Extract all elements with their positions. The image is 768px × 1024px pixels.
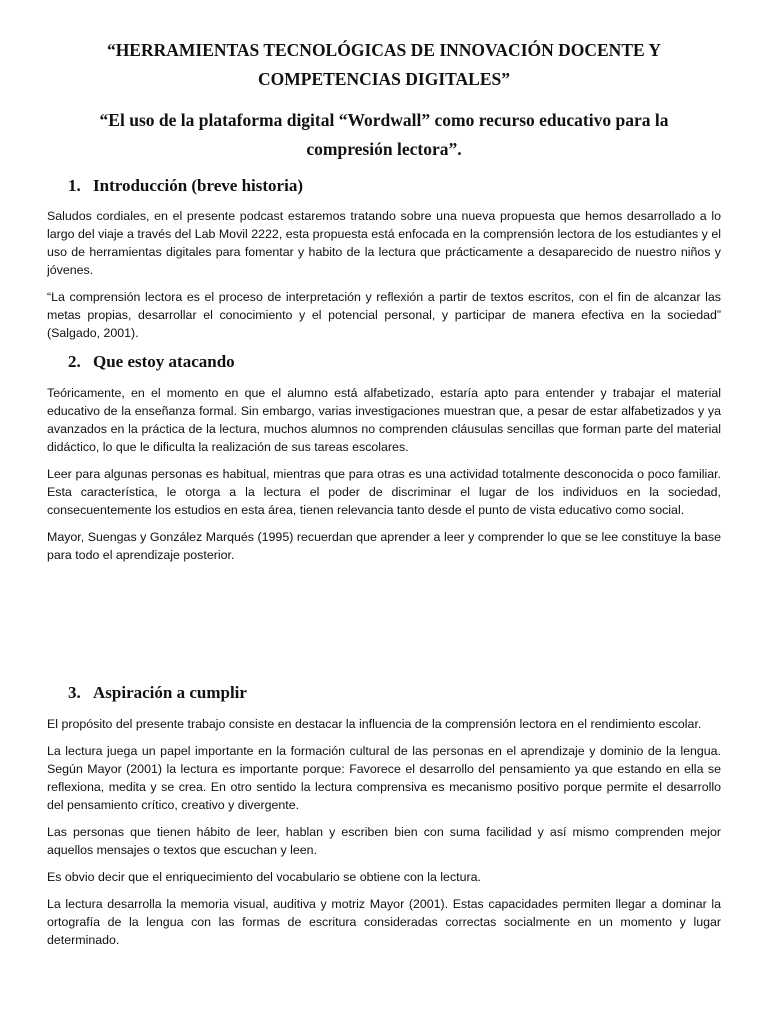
- paragraph: “La comprensión lectora es el proceso de interpretación y reflexión a partir de textos escritos, con el fin de alcanzar las metas propias, desarrollar el conocimiento y el potencial personal, y participar de manera efectiva en la sociedad” (Salgado, 2001).: [47, 290, 721, 340]
- section-introduccion: [47, 175, 721, 342]
- section-heading: [47, 175, 721, 197]
- section-heading: [47, 351, 721, 373]
- paragraph: Las personas que tienen hábito de leer, hablan y escriben bien con suma facilidad y así mismo comprenden mejor aquellos mensajes o textos que escuchan y leen.: [47, 825, 721, 857]
- section-title: Introducción (breve historia): [93, 176, 303, 195]
- paragraph: Es obvio decir que el enriquecimiento del vocabulario se obtiene con la lectura.: [47, 870, 481, 884]
- section-aspiracion: [47, 682, 721, 949]
- section-number: 2.: [68, 352, 81, 371]
- section-title: Aspiración a cumplir: [93, 683, 247, 702]
- section-number: 1.: [68, 176, 81, 195]
- section-heading: [47, 682, 721, 704]
- section-que-estoy-atacando: [47, 351, 721, 564]
- paragraph: La lectura desarrolla la memoria visual, auditiva y motriz Mayor (2001). Estas capacidades permiten llegar a dominar la ortografía de la lengua con las formas de escritura consideradas correctas socialmente en un momento y lugar determinado.: [47, 897, 721, 947]
- section-number: 3.: [68, 683, 81, 702]
- paragraph: La lectura juega un papel importante en la formación cultural de las personas en el aprendizaje y dominio de la lengua. Según Mayor (2001) la lectura es importante porque: Favorece el desarrollo del pensamiento ya que estando en ella se reflexiona, medita y se crea. En otro sentido la lectura comprensiva es mecanismo positivo porque permite el desarrollo del pensamiento crítico, creativo y divergente.: [47, 744, 721, 812]
- section-title: Que estoy atacando: [93, 352, 235, 371]
- document-title: “HERRAMIENTAS TECNOLÓGICAS DE INNOVACIÓN DOCENTE Y COMPETENCIAS DIGITALES”: [106, 40, 662, 89]
- paragraph: El propósito del presente trabajo consiste en destacar la influencia de la comprensión lectora en el rendimiento escolar.: [47, 717, 702, 731]
- document-subtitle: “El uso de la plataforma digital “Wordwall” como recurso educativo para la compresión lectora”.: [99, 110, 669, 159]
- paragraph: Leer para algunas personas es habitual, mientras que para otras es una actividad totalmente desconocida o poco familiar. Esta característica, le otorga a la lectura el poder de discriminar el lugar de los individuos en la sociedad, consecuentemente los estudios en esta área, tienen relevancia tanto desde el punto de vista educativo como social.: [47, 467, 721, 517]
- paragraph: Teóricamente, en el momento en que el alumno está alfabetizado, estaría apto para entender y trabajar el material educativo de la enseñanza formal. Sin embargo, varias investigaciones muestran que, a pesar de estar alfabetizados y ya avanzados en la práctica de la lectura, muchos alumnos no comprenden cláusulas sencillas que forman parte del material didáctico, lo que le dificulta la realización de sus tareas escolares.: [47, 386, 721, 454]
- paragraph: Mayor, Suengas y González Marqués (1995) recuerdan que aprender a leer y comprender lo que se lee constituye la base para todo el aprendizaje posterior.: [47, 530, 721, 562]
- paragraph: Saludos cordiales, en el presente podcast estaremos tratando sobre una nueva propuesta que hemos desarrollado a lo largo del viaje a través del Lab Movil 2222, esta propuesta está enfocada en la comprensión lectora de los estudiantes y el uso de herramientas digitales para fomentar y habito de la lectura que prácticamente a desaparecido de nuestro niños y jóvenes.: [47, 209, 721, 277]
